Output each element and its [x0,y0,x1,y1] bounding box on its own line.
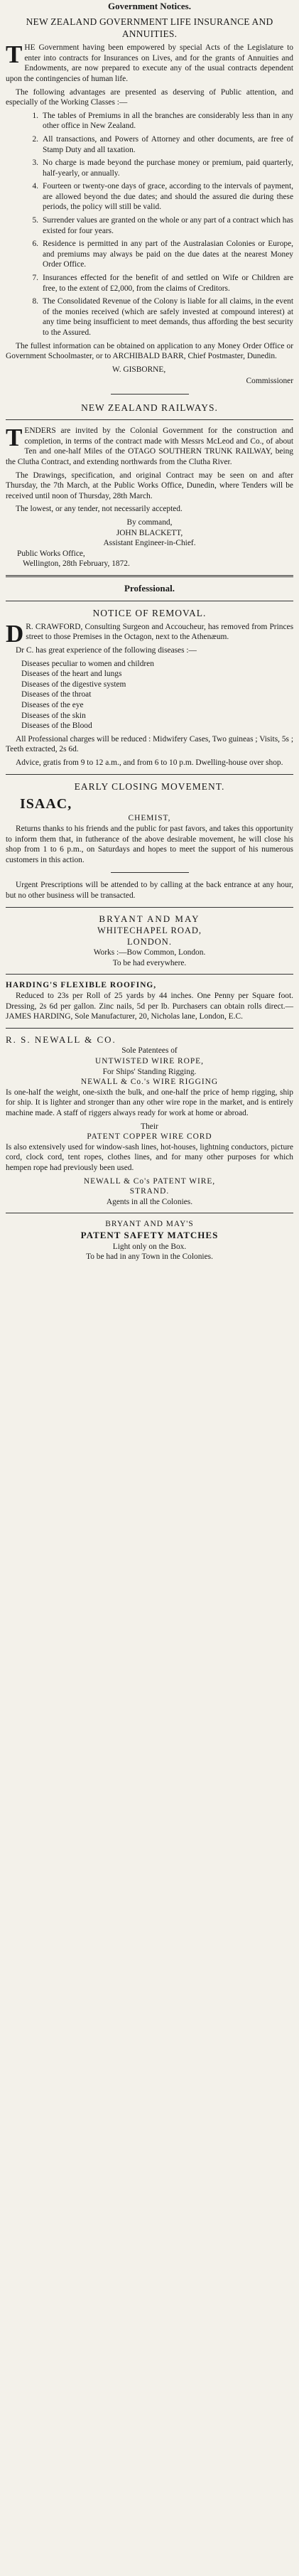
divider [6,1028,293,1029]
list-item: 4. Fourteen or twenty-one days of grace, according to the intervals of payment, are allowed beyond the due dates; and should the assured die during these periods, the policy will still be valid. [32,182,293,212]
list-item: 2. All transactions, and Powers of Attorney and other documents, are free of Stamp Duty and all taxation. [32,134,293,154]
list-item: 6. Residence is permitted in any part of the Australasian Colonies or Europe, and premiums may always be paid on the due dates at the nearest Money Order Office. [32,240,293,269]
ad-newall-cord-title: PATENT COPPER WIRE CORD [87,1132,212,1142]
notice-rail-signatory-role: Assistant Engineer-in-Chief. [103,539,196,548]
ad-newall-line3: For Ships' Standing Rigging. [102,1067,197,1076]
list-item: Diseases of the digestive system [21,680,126,689]
divider [6,974,293,975]
ad-newall-line1: Sole Patentees of [121,1046,178,1056]
notice-life-advantages-intro: The following advantages are presented as deserving of Public attention, and especially of the Working Classes :— [6,87,293,107]
notice-rail-date: Wellington, 28th February, 1872. [23,559,130,569]
ad-newall-footer2: STRAND. [129,1187,170,1196]
notice-rail-title: NEW ZEALAND RAILWAYS. [81,402,218,413]
notice-closing-title: EARLY CLOSING MOVEMENT. [74,780,225,792]
list-item: 5. Surrender values are granted on the whole or any part of a contract which has existed for four years. [32,216,293,235]
divider [6,419,293,420]
divider [111,394,189,395]
ad-roofing-body: Reduced to 23s per Roll of 25 yards by 44 inches. One Penny per Square foot. Dressing, 2s 6d per gallon. Zinc nails, 5d per lb. Purchasers can obtain rolls direct.— JAMES HARDING, Sole Manufacturer, 20, Nicholas lane, London, E.C. [6,991,293,1021]
list-item: Diseases of the skin [21,711,86,720]
notice-rail-signatory: JOHN BLACKETT, [116,528,183,537]
ad-matches-title: BRYANT AND MAY'S [105,1220,194,1229]
ad-newall-body: Is one-half the weight, one-sixth the bulk, and one-half the price of hemp rigging, ship for ship. It is lighter and stronger than any other wire rope in the market, and is entirely machine made. A staff of riggers always ready for work at home or abroad. [6,1088,293,1117]
ad-matches-line3: To be had in any Town in the Colonies. [86,1252,213,1262]
ad-harding-roofing [6,980,293,1021]
list-item: Diseases of the eye [21,701,84,709]
list-item: Diseases of the throat [21,690,92,699]
notice-life-closing: The fullest information can be obtained on application to any Money Order Office or Government Schoolmaster, or to ARCHIBALD BARR, Chief Postmaster, Dunedin. [6,341,293,361]
ad-bryant-works: Works :—Bow Common, London. [93,948,206,957]
list-item: 7. Insurances effected for the benefit of and settled on Wife or Children are free, to the extent of £2,000, from the claims of Creditors. [32,274,293,293]
list-item: Diseases of the heart and lungs [21,670,122,679]
ad-newall [6,1034,293,1208]
ad-bryant-line2: LONDON. [127,937,172,948]
notice-removal-diseases [6,659,293,731]
list-item: 3. No charge is made beyond the purchase money or premium, paid quarterly, half-yearly, or annually. [32,159,293,178]
ad-newall-cord-body: Is also extensively used for window-sash lines, hot-houses, lightning conductors, picture cord, clock cord, tent ropes, clothes lines, and for many other purposes for which hempen rope had previously been used. [6,1142,293,1172]
notice-removal-lead: Dr C. has great experience of the following diseases :— [16,646,197,655]
list-item: 1. The tables of Premiums in all the branches are considerably less than in any other office in New Zealand. [32,111,293,131]
notice-railways [6,402,293,569]
ad-newall-footer3: Agents in all the Colonies. [106,1197,193,1206]
ad-newall-line2: UNTWISTED WIRE ROPE, [95,1056,204,1066]
notice-removal [6,607,293,768]
ad-bryant-name: BRYANT AND MAY [99,913,200,924]
divider [6,774,293,775]
notice-removal-body: DR. CRAWFORD, Consulting Surgeon and Accoucheur, has removed from Princes street to those Premises in the Octagon, next to the Athenæum. [6,619,293,648]
section-heading-professional: Professional. [124,582,175,594]
notice-closing-name: ISAAC, [20,795,72,812]
notice-life-title: NEW ZEALAND GOVERNMENT LIFE INSURANCE AND ANNUITIES. [26,16,273,39]
notice-early-closing [6,780,293,901]
ad-newall-line4: NEWALL & Co.'s WIRE RIGGING [80,1078,219,1087]
notice-removal-fees-2: Advice, gratis from 9 to 12 a.m., and from 6 to 10 p.m. Dwelling-house over shop. [16,758,283,767]
ad-bryant-ship: To be had everywhere. [112,958,187,967]
notice-life-signatory: W. GISBORNE, [112,365,166,374]
notice-closing-name-row [6,795,293,814]
list-item: Diseases of the Blood [21,721,92,731]
ad-matches-line1: PATENT SAFETY MATCHES [80,1229,219,1240]
notice-rail-body2: The Drawings, specification, and original Contract may be seen on and after Thursday, the 7th March, at the Public Works Office, Dunedin, where Tenders will be received until noon of Thursday, 28th March. [6,471,293,500]
notice-removal-title: NOTICE OF REMOVAL. [92,607,207,618]
section-heading-government-notices: Government Notices. [108,1,191,11]
ad-bryant-and-may [6,913,293,969]
ad-roofing-title: HARDING'S FLEXIBLE ROOFING, [6,981,157,990]
list-item: 8. The Consolidated Revenue of the Colony is liable for all claims, in the event of the monies received (which are safely invested at compound interest) at any time being insufficient to meet demands, thus affording the best security to the Assured. [32,297,293,337]
ad-newall-also: Their [141,1122,158,1131]
notice-rail-office: Public Works Office, [17,549,85,558]
notice-rail-by-command: By command, [126,517,173,527]
notice-rail-body3: The lowest, or any tender, not necessarily accepted. [16,505,183,514]
notice-closing-urgent: Urgent Prescriptions will be attended to by calling at the back entrance at any hour, but no other business will be transacted. [6,881,293,900]
notice-closing-trade: CHEMIST, [128,814,171,823]
ad-newall-footer1: NEWALL & Co's PATENT WIRE, [83,1176,216,1186]
notice-rail-body1: TENDERS are invited by the Colonial Government for the construction and completion, in terms of the contract made with Messrs McLeod and Co., of about Ten and one-half Miles of the OTAGO SOUTHERN TRUNK RAILWAY, being the Clutha Contract, and extending northwards from the Clutha River. [6,424,293,467]
ad-matches-line2: Light only on the Box. [112,1242,187,1251]
divider [6,575,293,577]
notice-closing-body: Returns thanks to his friends and the public for past favors, and takes this opportunity to inform them that, in futherance of the above desirable movement, he will close his shop from 1 to 6 p.m., on Saturdays and hopes to meet the support of his numerous customers in this action. [6,825,293,864]
ad-newall-name: R. S. NEWALL & CO. [6,1034,116,1045]
divider [111,872,189,873]
notice-life-signatory-role: Commissioner [246,377,293,386]
notice-life-intro: THE Government having been empowered by special Acts of the Legislature to enter into contracts for Insurances on Lives, and for the grants of Annuities and Endowments, are now prepared to execute any of the usual contracts dependent upon the contingencies of human life. [6,41,293,83]
ad-matches [6,1219,293,1262]
notice-life-insurance [6,16,293,387]
notice-removal-fees-1: All Professional charges will be reduced : Midwifery Cases, Two guineas ; Visits, 5s ; Teeth extracted, 2s 6d. [6,734,293,754]
list-item: Diseases peculiar to women and children [21,659,154,668]
divider [6,907,293,908]
notice-life-list [6,111,293,338]
ad-bryant-line1: WHITECHAPEL ROAD, [97,925,202,936]
